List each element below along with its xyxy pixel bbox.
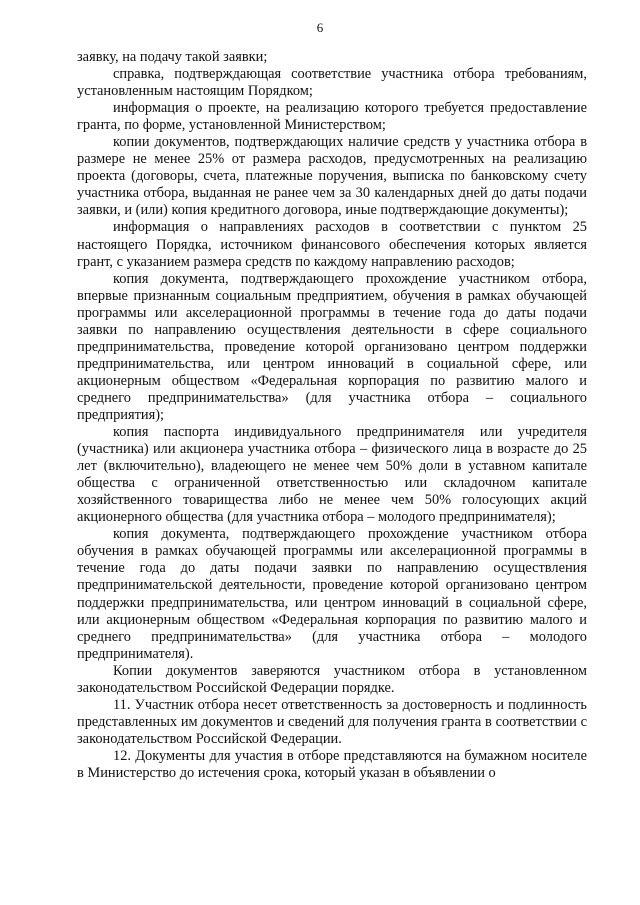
paragraph-clause-12: 12. Документы для участия в отборе представляются на бумажном носителе в Министерство до истечения срока, который указан в объявлении о [77,747,587,781]
paragraph-funds-documents: копии документов, подтверждающих наличие средств у участника отбора в размере не менее 25% от размера расходов, предусмотренных на реализацию проекта (договоры, счета, платежные поручения, выписка по банковскому счету участника отбора, выданная не ранее чем за 30 календарных дней до даты подачи заявки, и (или) копия кредитного договора, иные подтверждающие документы); [77,134,587,219]
paragraph-expense-directions: информация о направлениях расходов в соответствии с пунктом 25 настоящего Порядка, источником финансового обеспечения которых является грант, с указанием размера средств по каждому направлению расходов; [77,219,587,270]
paragraph-project-information: информация о проекте, на реализацию которого требуется предоставление гранта, по форме, установленной Министерством; [77,100,587,134]
paragraph-passport-copy: копия паспорта индивидуального предпринимателя или учредителя (участника) или акционера участника отбора – физического лица в возрасте до 25 лет (включительно), владеющего не менее чем 50% доли в уставном капитале общества с ограниченной ответственностью или складочном капитале хозяйственного товарищества либо не менее чем 50% голосующих акций акционерного общества (для участника отбора – молодого предпринимателя); [77,424,587,526]
page-number: 6 [316,20,324,35]
paragraph-compliance-certificate: справка, подтверждающая соответствие участника отбора требованиям, установленным настоящим Порядком; [77,66,587,100]
paragraph-young-entrepreneur-training: копия документа, подтверждающего прохождение участником отбора обучения в рамках обучающей программы или акселерационной программы в течение года до даты подачи заявки по направлению осуществления предпринимательской деятельности, проведение которой организовано центром поддержки предпринимательства, или центром инноваций в социальной сфере, или акционерным обществом «Федеральная корпорация по развитию малого и среднего предпринимательства» (для участника отбора – молодого предпринимателя). [77,526,587,662]
document-body [77,49,587,782]
paragraph-document-certification: Копии документов заверяются участником отбора в установленном законодательством Российской Федерации порядке. [77,662,587,696]
paragraph-application-continuation: заявку, на подачу такой заявки; [77,49,268,65]
paragraph-social-enterprise-training: копия документа, подтверждающего прохождение участником отбора, впервые признанным социальным предприятием, обучения в рамках обучающей программы или акселерационной программы в течение года до даты подачи заявки по направлению осуществления деятельности в сфере социального предпринимательства, проведение которой организовано центром поддержки предпринимательства, или центром инноваций в социальной сфере, или акционерным обществом «Федеральная корпорация по развитию малого и среднего предпринимательства» (для участника отбора – социального предприятия); [77,270,587,423]
paragraph-clause-11: 11. Участник отбора несет ответственность за достоверность и подлинность представленных им документов и сведений для получения гранта в соответствии с законодательством Российской Федерации. [77,696,587,747]
